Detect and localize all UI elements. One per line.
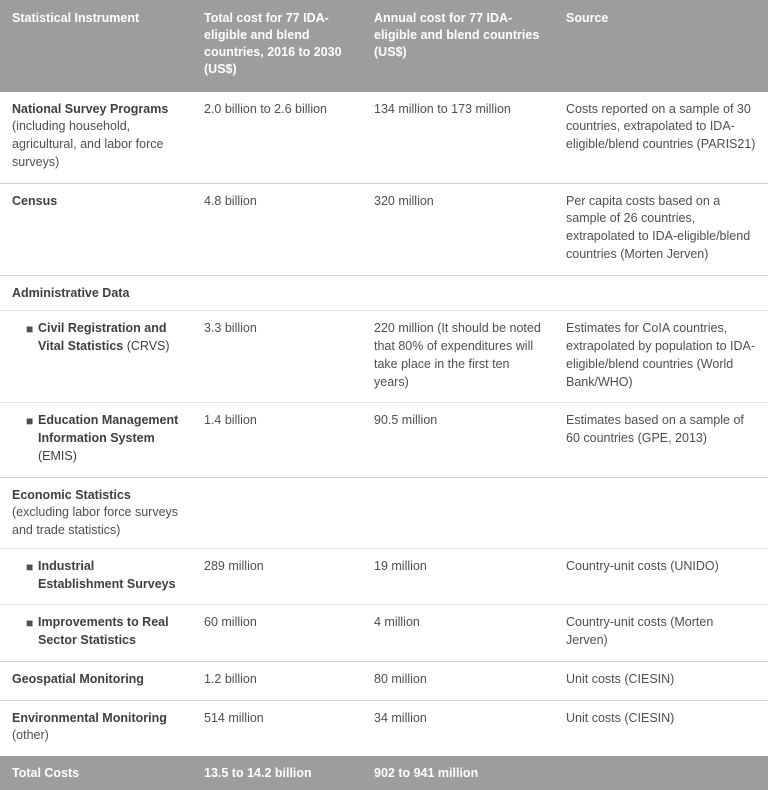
instrument-name-group <box>38 558 180 594</box>
cell-total-cost: 514 million <box>192 700 362 757</box>
table-row <box>0 661 768 700</box>
instrument-name: Geospatial Monitoring <box>12 672 144 686</box>
section-name: Administrative Data <box>12 286 129 300</box>
cell-source <box>554 275 768 311</box>
table-row <box>0 605 768 662</box>
instrument-name: Industrial Establishment Surveys <box>38 559 176 591</box>
cell-source: Costs reported on a sample of 30 countries, extrapolated to IDA-eligible/blend countries (PARIS21) <box>554 92 768 184</box>
cell-instrument <box>0 548 192 605</box>
cell-annual-cost: 4 million <box>362 605 554 662</box>
cell-total-cost: 1.2 billion <box>192 661 362 700</box>
instrument-name: Environmental Monitoring <box>12 711 167 725</box>
cell-source: Country-unit costs (Morten Jerven) <box>554 605 768 662</box>
table-row <box>0 183 768 275</box>
cell-instrument <box>0 403 192 477</box>
cell-source: Unit costs (CIESIN) <box>554 700 768 757</box>
cell-annual-cost: 80 million <box>362 661 554 700</box>
cell-section-title <box>0 477 192 548</box>
cell-annual-cost: 134 million to 173 million <box>362 92 554 184</box>
instrument-note: (including household, agricultural, and labor force surveys) <box>12 119 163 169</box>
instrument-name-group <box>38 320 180 356</box>
cell-source: Estimates based on a sample of 60 countries (GPE, 2013) <box>554 403 768 477</box>
cell-total-cost <box>192 275 362 311</box>
cell-annual-cost: 320 million <box>362 183 554 275</box>
cell-annual-cost <box>362 477 554 548</box>
table-row <box>0 311 768 403</box>
instrument-name-group <box>38 412 180 465</box>
table-section-row <box>0 477 768 548</box>
bullet-icon: ■ <box>26 412 38 430</box>
cell-annual-cost: 90.5 million <box>362 403 554 477</box>
table-row <box>0 403 768 477</box>
bullet-icon: ■ <box>26 558 38 576</box>
cell-annual-cost: 19 million <box>362 548 554 605</box>
cell-total-label: Total Costs <box>0 757 192 790</box>
table-row <box>0 700 768 757</box>
instrument-note: (EMIS) <box>38 449 77 463</box>
column-header-instrument: Statistical Instrument <box>0 0 192 92</box>
instrument-name: Census <box>12 194 57 208</box>
table-header <box>0 0 768 92</box>
cell-source <box>554 477 768 548</box>
table-row <box>0 548 768 605</box>
column-header-annual-cost: Annual cost for 77 IDA-eligible and blend countries (US$) <box>362 0 554 92</box>
cell-annual-cost <box>362 275 554 311</box>
table-total-row <box>0 757 768 790</box>
instrument-name: Civil Registration and Vital Statistics <box>38 321 167 353</box>
cell-total-cost: 289 million <box>192 548 362 605</box>
section-note: (excluding labor force surveys and trade statistics) <box>12 505 178 537</box>
instrument-name: National Survey Programs <box>12 102 168 116</box>
column-header-total-cost: Total cost for 77 IDA-eligible and blend countries, 2016 to 2030 (US$) <box>192 0 362 92</box>
cell-total-source <box>554 757 768 790</box>
cell-source: Estimates for CoIA countries, extrapolated by population to IDA-eligible/blend countries (World Bank/WHO) <box>554 311 768 403</box>
instrument-name: Improvements to Real Sector Statistics <box>38 615 169 647</box>
table-header-row <box>0 0 768 92</box>
cell-total-cost <box>192 477 362 548</box>
cell-instrument <box>0 605 192 662</box>
cell-source: Per capita costs based on a sample of 26 countries, extrapolated to IDA-eligible/blend countries (Morten Jerven) <box>554 183 768 275</box>
cell-annual-cost: 34 million <box>362 700 554 757</box>
cell-instrument <box>0 661 192 700</box>
cell-total-cost: 2.0 billion to 2.6 billion <box>192 92 362 184</box>
cell-instrument <box>0 183 192 275</box>
section-name: Economic Statistics <box>12 488 131 502</box>
cell-total-cost: 1.4 billion <box>192 403 362 477</box>
cell-total-cost-sum: 13.5 to 14.2 billion <box>192 757 362 790</box>
instrument-name: Education Management Information System <box>38 413 178 445</box>
cell-source: Unit costs (CIESIN) <box>554 661 768 700</box>
cell-source: Country-unit costs (UNIDO) <box>554 548 768 605</box>
instrument-name-group <box>38 614 180 650</box>
table-body <box>0 92 768 757</box>
column-header-source: Source <box>554 0 768 92</box>
cell-total-cost: 4.8 billion <box>192 183 362 275</box>
cell-annual-cost: 220 million (It should be noted that 80% of expenditures will take place in the first ten years) <box>362 311 554 403</box>
instrument-note: (CRVS) <box>123 339 169 353</box>
cell-instrument <box>0 311 192 403</box>
cell-annual-cost-sum: 902 to 941 million <box>362 757 554 790</box>
instrument-note: (other) <box>12 728 49 742</box>
cell-total-cost: 3.3 billion <box>192 311 362 403</box>
bullet-icon: ■ <box>26 320 38 338</box>
cell-instrument <box>0 700 192 757</box>
cell-section-title <box>0 275 192 311</box>
cell-instrument <box>0 92 192 184</box>
cell-total-cost: 60 million <box>192 605 362 662</box>
table-section-row <box>0 275 768 311</box>
table-row <box>0 92 768 184</box>
bullet-icon: ■ <box>26 614 38 632</box>
table-footer <box>0 757 768 790</box>
